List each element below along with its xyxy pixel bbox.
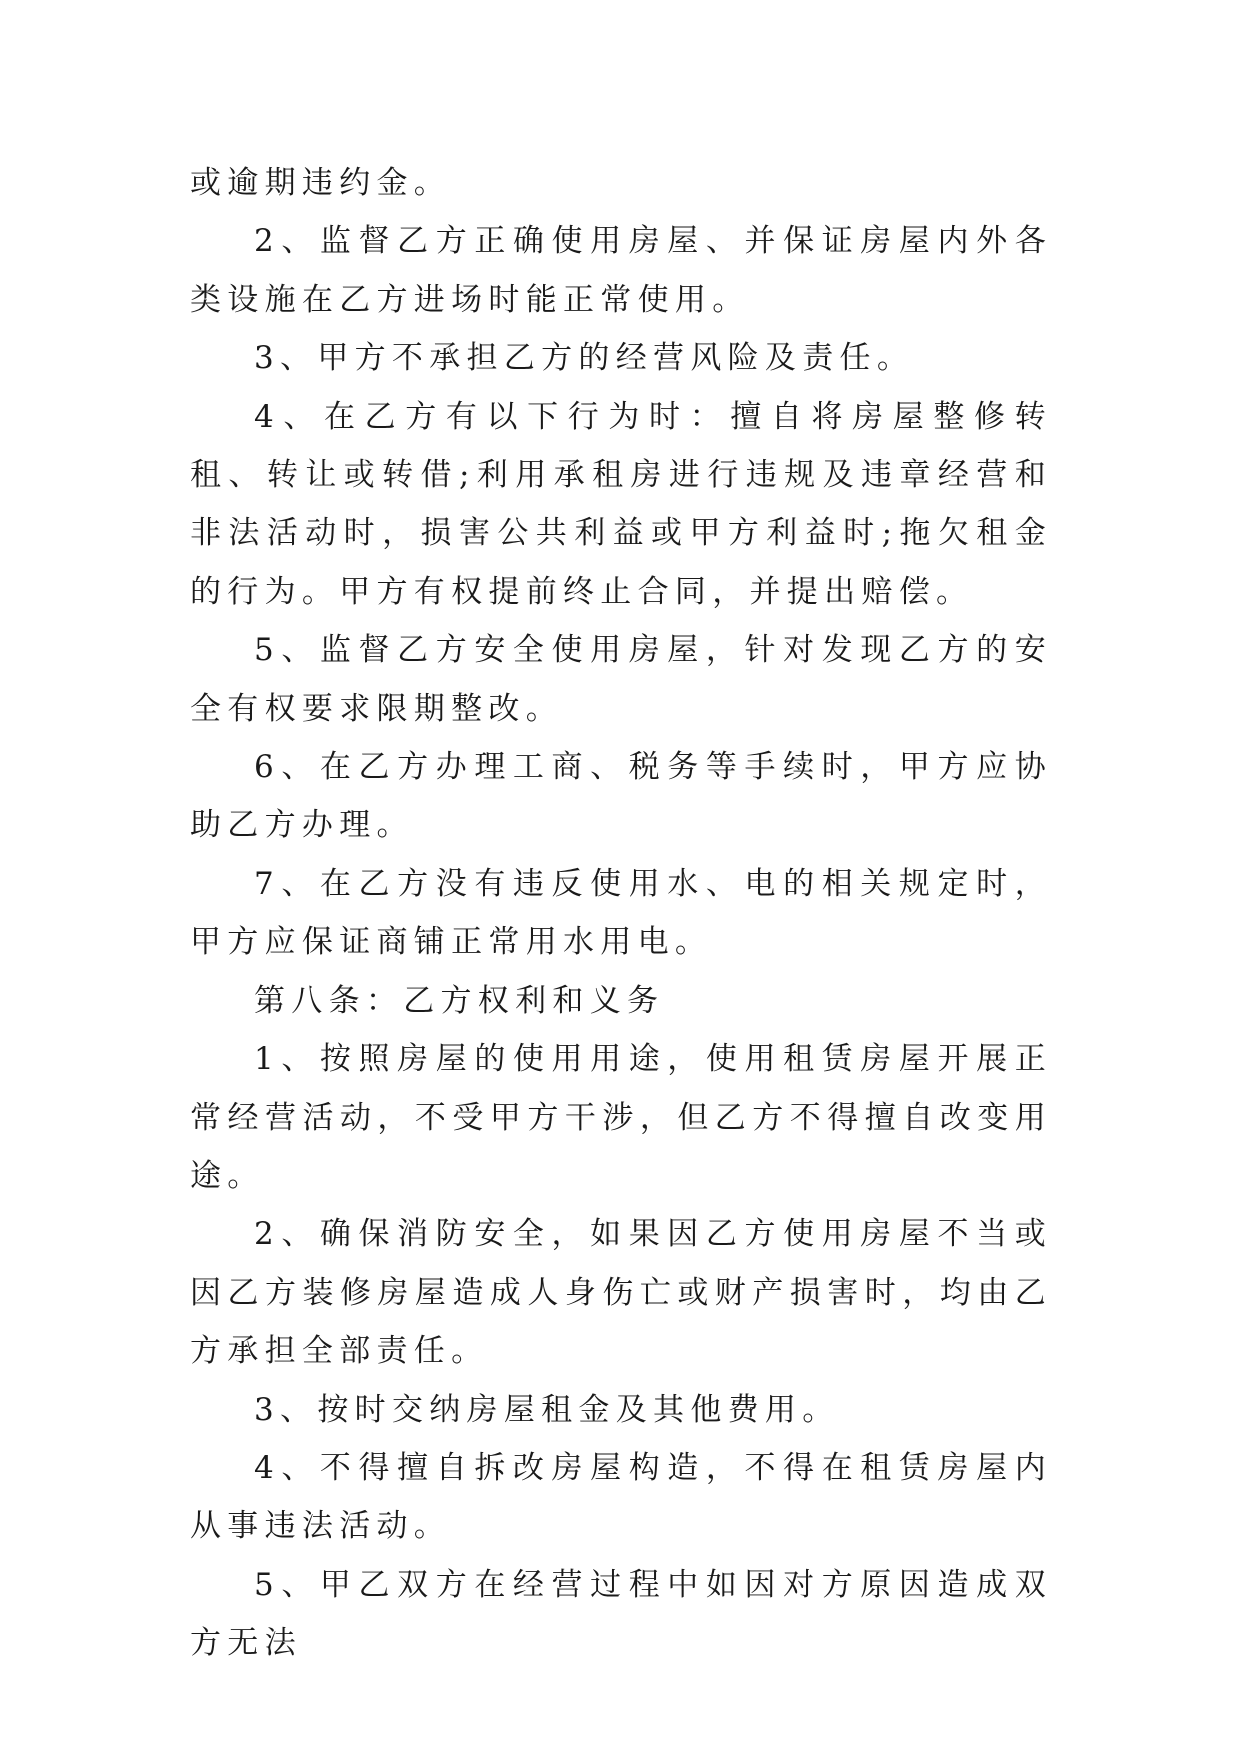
section-heading-article-8: 第八条：乙方权利和义务 [254,982,665,1019]
paragraph-article-8-clause-3: 3、按时交纳房屋租金及其他费用。 [254,1391,840,1428]
paragraph-article-8-clause-5: 5、甲乙双方在经营过程中如因对方原因造成双方无法 [190,1566,1052,1662]
paragraph-article-8-clause-1: 1、按照房屋的使用用途，使用租赁房屋开展正常经营活动，不受甲方干涉，但乙方不得擅自改变用途。 [190,1041,1052,1194]
paragraph-clause-5: 5、监督乙方安全使用房屋，针对发现乙方的安全有权要求限期整改。 [190,632,1052,727]
paragraph-clause-6: 6、在乙方办理工商、税务等手续时，甲方应协助乙方办理。 [190,749,1052,844]
paragraph-clause-7: 7、在乙方没有违反使用水、电的相关规定时，甲方应保证商铺正常用水用电。 [190,865,1052,961]
paragraph-article-8-clause-4: 4、不得擅自拆改房屋构造，不得在租赁房屋内从事违法活动。 [190,1449,1052,1545]
document-body [190,154,1052,1673]
paragraph-article-8-clause-2: 2、确保消防安全，如果因乙方使用房屋不当或因乙方装修房屋造成人身伤亡或财产损害时，均由乙方承担全部责任。 [190,1216,1052,1370]
paragraph-clause-4: 4、在乙方有以下行为时：擅自将房屋整修转租、转让或转借;利用承租房进行违规及违章经营和非法活动时，损害公共利益或甲方利益时;拖欠租金的行为。甲方有权提前终止合同，并提出赔偿。 [190,398,1052,610]
paragraph-clause-2: 2、监督乙方正确使用房屋、并保证房屋内外各类设施在乙方进场时能正常使用。 [190,223,1052,318]
paragraph-clause-3: 3、甲方不承担乙方的经营风险及责任。 [254,340,915,377]
paragraph-continuation: 或逾期违约金。 [190,165,452,201]
